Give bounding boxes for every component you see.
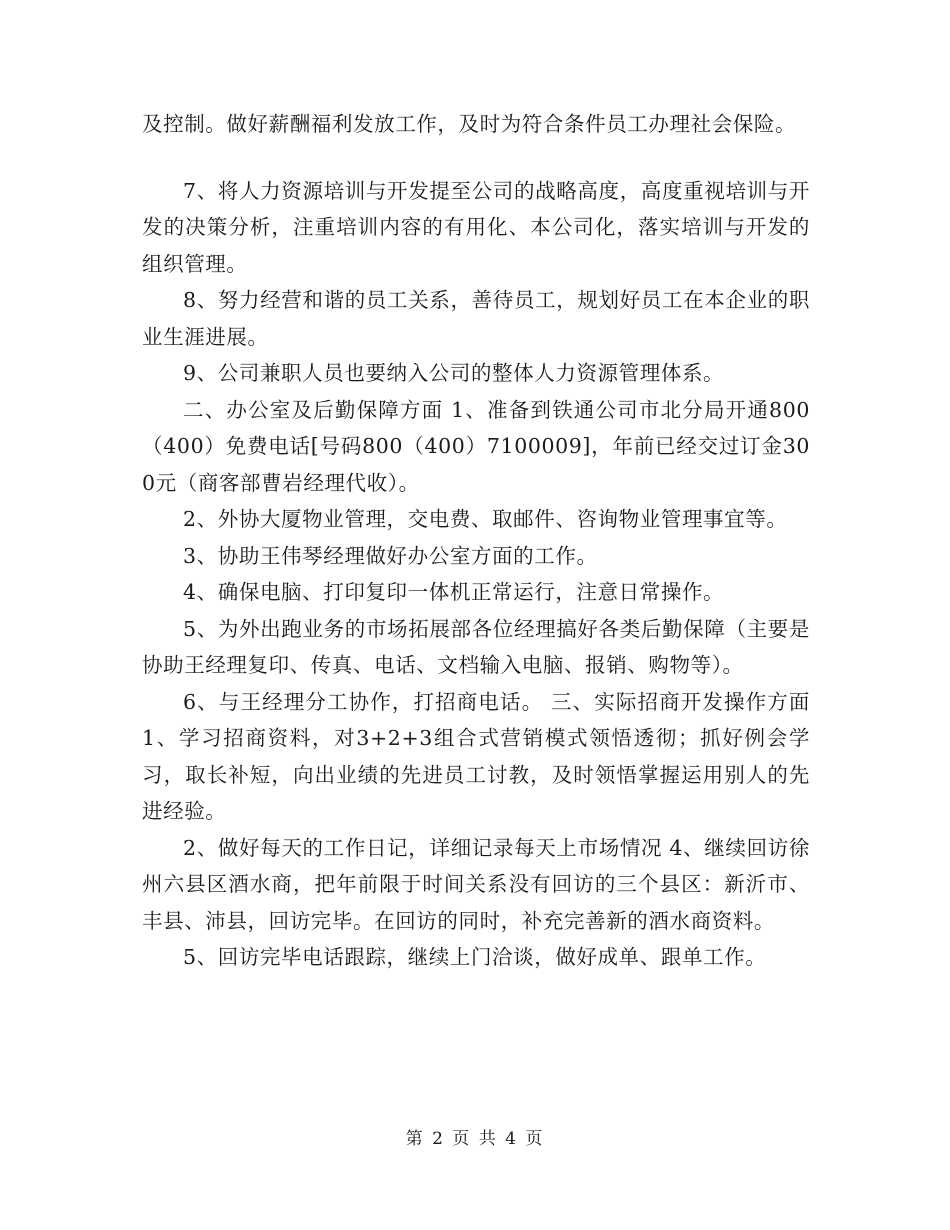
paragraph-section-2-item-3: 3、协助王伟琴经理做好办公室方面的工作。: [183, 543, 598, 568]
paragraph-item-8: 8、努力经营和谐的员工关系，善待员工，规划好员工在本企业的职业生涯进展。: [142, 288, 810, 349]
paragraph-section-3-item-5: 5、回访完毕电话跟踪，继续上门洽谈，做好成单、跟单工作。: [183, 945, 767, 969]
paragraph-section-2-item-5: 5、为外出跑业务的市场拓展部各位经理搞好各类后勤保障（主要是协助王经理复印、传真、电话、文档输入电脑、报销、购物等）。: [142, 616, 810, 677]
paragraph-section-3: 6、与王经理分工协作，打招商电话。 三、实际招商开发操作方面 1、学习招商资料，对3+2+3组合式营销模式领悟透彻；抓好例会学习，取长补短，向出业绩的先进员工讨教，及时领悟掌握运用别人的先进经验。: [142, 689, 810, 823]
paragraph-section-2-item-4: 4、确保电脑、打印复印一体机正常运行，注意日常操作。: [183, 580, 725, 604]
document-body: [142, 106, 810, 976]
paragraph-section-3-item-2: 2、做好每天的工作日记，详细记录每天上市场情况 4、继续回访徐州六县区酒水商，把年前限于时间关系没有回访的三个县区：新沂市、丰县、沛县，回访完毕。在回访的同时，补充完善新的酒水商资料。: [142, 835, 810, 933]
page-number-footer: 第 2 页 共 4 页: [405, 1129, 545, 1149]
paragraph-section-2: 二、办公室及后勤保障方面 1、准备到铁通公司市北分局开通800（400）免费电话[号码800（400）7100009]，年前已经交过订金300元（商客部曹岩经理代收）。: [142, 397, 810, 495]
paragraph-section-2-item-2: 2、外协大厦物业管理，交电费、取邮件、咨询物业管理事宜等。: [183, 507, 788, 531]
paragraph-continuation: 及控制。做好薪酬福利发放工作，及时为符合条件员工办理社会保险。: [142, 112, 797, 136]
paragraph-item-9: 9、公司兼职人员也要纳入公司的整体人力资源管理体系。: [183, 361, 725, 385]
paragraph-item-7: 7、将人力资源培训与开发提至公司的战略高度，高度重视培训与开发的决策分析，注重培训内容的有用化、本公司化，落实培训与开发的组织管理。: [142, 178, 810, 276]
